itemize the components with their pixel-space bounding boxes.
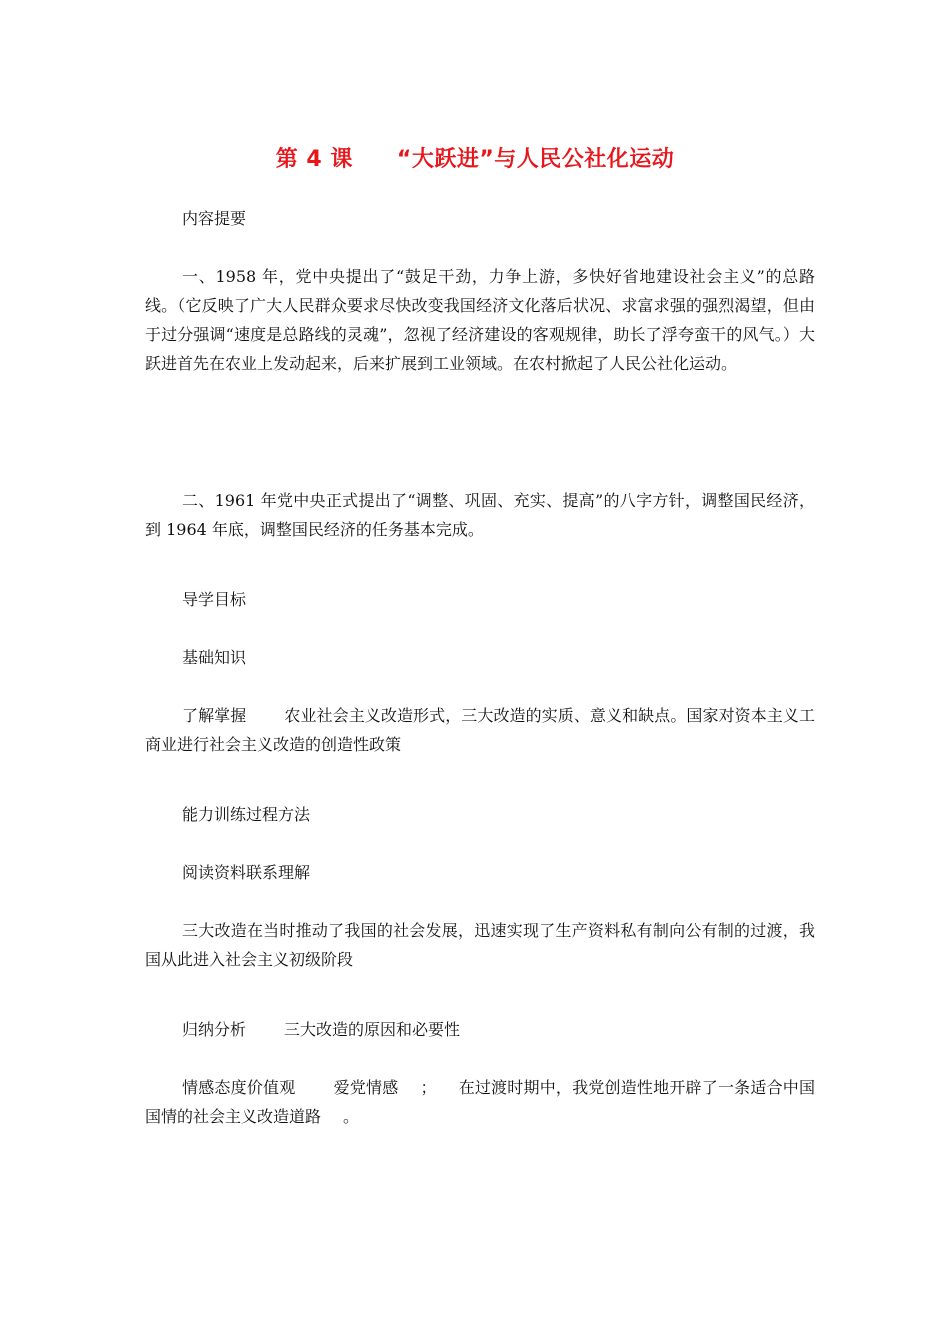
analysis-label: 归纳分析 — [182, 1020, 247, 1039]
reading-heading: 阅读资料联系理解 — [182, 863, 311, 882]
page-title — [0, 142, 950, 173]
lesson-number: 第 4 课 — [275, 147, 353, 172]
basic-knowledge-heading: 基础知识 — [182, 648, 247, 667]
summary-point-two: 二、1961 年党中央正式提出了“调整、巩固、充实、提高”的八字方针，调整国民经济，到 1964 年底，调整国民经济的任务基本完成。 — [145, 491, 815, 539]
summary-point-one: 一、1958 年，党中央提出了“鼓足干劲，力争上游，多快好省地建设社会主义”的总路线。（它反映了广大人民群众要求尽快改变我国经济文化落后状况、求富求强的强烈渴望，但由于过分强调“速度是总路线的灵魂”，忽视了经济建设的客观规律，助长了浮夸蛮干的风气。）大跃进首先在农业上发动起来，后来扩展到工业领域。在农村掀起了人民公社化运动。 — [145, 267, 815, 373]
ability-heading: 能力训练过程方法 — [182, 805, 311, 824]
lesson-topic: “大跃进”与人民公社化运动 — [396, 147, 675, 172]
analysis-paragraph — [145, 1015, 815, 1044]
goals-heading: 导学目标 — [182, 590, 247, 609]
understand-text: 农业社会主义改造形式，三大改造的实质、意义和缺点。国家对资本主义工商业进行社会主义改造的创造性政策 — [145, 706, 815, 754]
emotion-label: 情感态度价值观 — [182, 1078, 296, 1097]
understand-paragraph — [145, 701, 815, 759]
emotion-sub: 爱党情感 — [333, 1078, 399, 1097]
emotion-text: 在过渡时期中，我党创造性地开辟了一条适合中国国情的社会主义改造道路 — [145, 1078, 815, 1126]
analysis-text: 三大改造的原因和必要性 — [284, 1020, 461, 1039]
reading-text: 三大改造在当时推动了我国的社会发展，迅速实现了生产资料私有制向公有制的过渡，我国从此进入社会主义初级阶段 — [145, 921, 815, 969]
emotion-separator: ； — [420, 1078, 437, 1097]
emotion-paragraph — [145, 1073, 815, 1131]
understand-label: 了解掌握 — [182, 706, 247, 725]
emotion-end: 。 — [343, 1107, 360, 1126]
summary-heading: 内容提要 — [182, 209, 247, 228]
